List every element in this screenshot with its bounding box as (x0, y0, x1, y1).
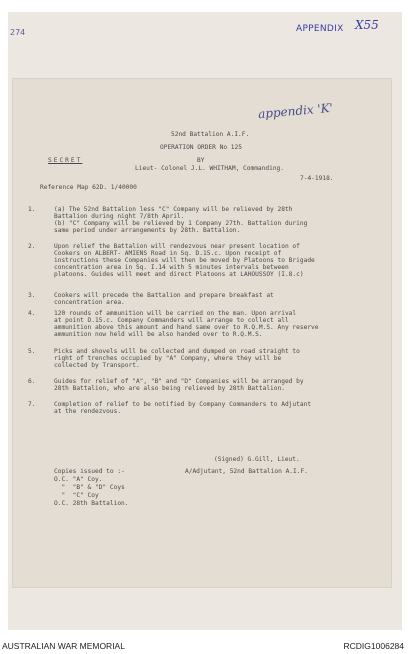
commander-line: Lieut- Colonel J.L. WHITHAM, Commanding. (135, 165, 285, 172)
paragraph-line: same period under arrangements by 28th. Battalion. (54, 227, 241, 234)
paragraph-line: concentration area in Sq. I.14 with 5 minutes intervals between (54, 264, 289, 271)
appendix-stamp: APPENDIX (296, 24, 344, 34)
classification-secret: SECRET (48, 157, 83, 164)
copy-recipient: O.C. 28th Battalion. (54, 500, 129, 507)
footer-left: AUSTRALIAN WAR MEMORIAL (2, 641, 125, 651)
by-line: BY (197, 157, 205, 164)
signature-title: A/Adjutant, 52nd Battalion A.I.F. (185, 468, 308, 475)
copies-heading: Copies issued to :- (54, 468, 125, 475)
paragraph-number: 3. (28, 292, 36, 299)
paragraph-line: Completion of relief to be notified by Company Commanders to Adjutant (54, 401, 312, 408)
corner-number: 274 (10, 28, 26, 37)
copy-recipient: " "B" & "D" Coys (54, 484, 125, 491)
paragraph-line: (a) The 52nd Battalion less "C" Company will be relieved by 28th (54, 206, 293, 213)
paragraph-line: instructions these Companies will then be moved by Platoons to Brigade (54, 257, 315, 264)
reference-map: Reference Map 62D. 1/40000 (40, 184, 137, 191)
paragraph-number: 5. (28, 348, 36, 355)
paragraph-line: collected by Transport. (54, 362, 140, 369)
paragraph-number: 1. (28, 206, 36, 213)
copy-recipient: " "C" Coy (54, 492, 99, 499)
paragraph-line: at the rendezvous. (54, 408, 122, 415)
appendix-number: X55 (355, 18, 379, 32)
paragraph-line: Picks and shovels will be collected and dumped on road straight to (54, 348, 300, 355)
paragraph-line: Upon relief the Battalion will rendezvous near present location of (54, 243, 300, 250)
handwritten-appendix: appendix 'K' (257, 100, 334, 122)
order-date: 7-4-1918. (300, 175, 334, 182)
paragraph-line: Guides for relief of "A", "B" and "D" Companies will be arranged by (54, 378, 304, 385)
copy-recipient: O.C. "A" Coy. (54, 476, 103, 483)
paragraph-line: (b) "C" Company will be relieved by 1 Company 27th. Battalion during (54, 220, 308, 227)
paragraph-line: 28th Battalion, who are also being relieved by 28th Battalion. (54, 385, 285, 392)
battalion-heading: 52nd Battalion A.I.F. (171, 131, 250, 138)
paragraph-line: ammunition above this amount and hand same over to R.Q.M.S. Any reserve (54, 324, 319, 331)
paragraph-line: Cookers will precede the Battalion and prepare breakfast at (54, 292, 274, 299)
paragraph-line: at point D.15.c. Company Commanders will arrange to collect all (54, 317, 289, 324)
paragraph-number: 2. (28, 243, 36, 250)
paragraph-number: 7. (28, 401, 36, 408)
paragraph-line: right of trenches occupied by "A" Company, where they will be (54, 355, 282, 362)
paragraph-line: ammunition now held will be also handed over to R.Q.M.S. (54, 331, 263, 338)
paragraph-number: 4. (28, 310, 36, 317)
paragraph-line: 120 rounds of ammunition will be carried on the man. Upon arrival (54, 310, 297, 317)
paragraph-line: concentration area. (54, 299, 125, 306)
signed-line: (Signed) G.Gill, Lieut. (214, 456, 300, 463)
paragraph-line: Cookers on ALBERT- AMIENS Road in Sq. D.15.c. Upon receipt of (54, 250, 282, 257)
paragraph-number: 6. (28, 378, 36, 385)
order-title: OPERATION ORDER No 125 (160, 144, 242, 151)
paragraph-line: Battalion during night 7/8th April. (54, 213, 185, 220)
paragraph-line: platoons. Guides will meet and direct Platoons at LAHOUSSOY (I.8.c) (54, 271, 304, 278)
footer-right: RCDIG1006284 (343, 641, 404, 651)
